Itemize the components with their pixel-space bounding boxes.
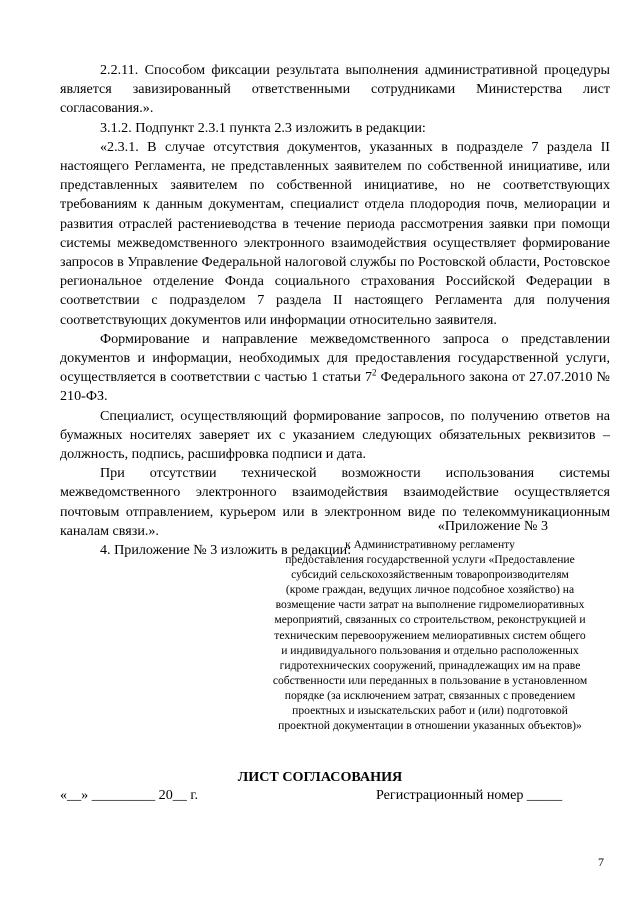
main-text [60, 61, 610, 560]
paragraph-interagency-request-end: Федерального закона от 27.07.2010 № 210-ФЗ. [60, 369, 611, 405]
registration-number-field: Регистрационный номер _____ [376, 787, 563, 803]
annex-line: гидротехнических сооружений, принадлежащих им на праве [279, 658, 581, 672]
annex-line: порядке (за исключением затрат, связанных с проведением [284, 688, 576, 702]
annex-block [254, 537, 606, 733]
date-field: «__» _________ 20__ г. [60, 787, 199, 803]
paragraph-interagency-request [60, 330, 610, 407]
paragraph-no-technical-possibility: При отсутствии технической возможности использования системы межведомственного электронного взаимодействия взаимодействие осуществляется почтовым отправлением, курьером или в электронном виде по телекоммуникационным каналам связи.». [60, 465, 610, 539]
annex-line: предоставления государственной услуги «Предоставление [285, 553, 575, 567]
annex-line: к Административному регламенту [345, 538, 515, 551]
paragraph-2-2-11: 2.2.11. Способом фиксации результата выполнения административной процедуры является завизированный ответственными сотрудниками Министерства лист согласования.». [60, 62, 610, 117]
paragraph-3-1-2: 3.1.2. Подпункт 2.3.1 пункта 2.3 изложить в редакции: [100, 119, 426, 136]
paragraph-2-3-1: «2.3.1. В случае отсутствия документов, указанных в подразделе 7 раздела II настоящего Регламента, не представленных заявителем по собственной инициативе, или представленных заявителем по собственной инициативе, но не соответствующих требованиям к данным документам, специалист отдела плодородия почв, мелиорации и развития отраслей растениеводства в течение периода рассмотрения заявки при помощи системы межведомственного электронного взаимодействия осуществляет формирование запросов в Управление Федеральной налоговой службы по Ростовской области, Ростовское региональное отделение Фонда социального страхования Российской Федерации в соответствии с подразделом 7 раздела II настоящего Регламента для получения соответствующих документов или информации относительно заявителя. [60, 138, 610, 328]
annex-line: возмещение части затрат на выполнение гидромелиоративных [275, 598, 585, 612]
article-superscript: 2 [372, 367, 377, 378]
approval-sheet-title: ЛИСТ СОГЛАСОВАНИЯ [237, 769, 403, 785]
page-number: 7 [598, 855, 604, 869]
paragraph-specialist: Специалист, осуществляющий формирование запросов, по получению ответов на бумажных носителях заверяет их с указанием следующих обязательных реквизитов – должность, подпись, расшифровка подписи и дата. [60, 407, 610, 463]
annex-line: техническим перевооружением мелиоративных систем общего [274, 628, 586, 642]
paragraph-interagency-request-text: Формирование и направление межведомственного запроса о представлении документов и информации, необходимых для предоставления государственной услуги, осуществляется в соответствии с частью 1 статьи 7 [60, 330, 610, 386]
annex-line: и индивидуального пользования и отдельно расположенных [281, 643, 579, 657]
annex-heading: «Приложение № 3 [437, 518, 548, 534]
annex-line: (кроме граждан, ведущих личное подсобное хозяйство) на [285, 583, 575, 597]
annex-line: проектной документации в отношении указанных объектов)» [278, 719, 582, 733]
annex-line: субсидий сельскохозяйственным товаропроизводителям [291, 568, 569, 582]
paragraph-appendix-3: 4. Приложение № 3 изложить в редакции: [100, 542, 352, 559]
annex-line: проектных и изыскательских работ и (или) подготовкой [292, 704, 568, 718]
annex-line: собственности или переданных в пользование в установленном [272, 673, 588, 687]
annex-line: мероприятий, связанных со строительством, реконструкцией и [274, 613, 586, 627]
